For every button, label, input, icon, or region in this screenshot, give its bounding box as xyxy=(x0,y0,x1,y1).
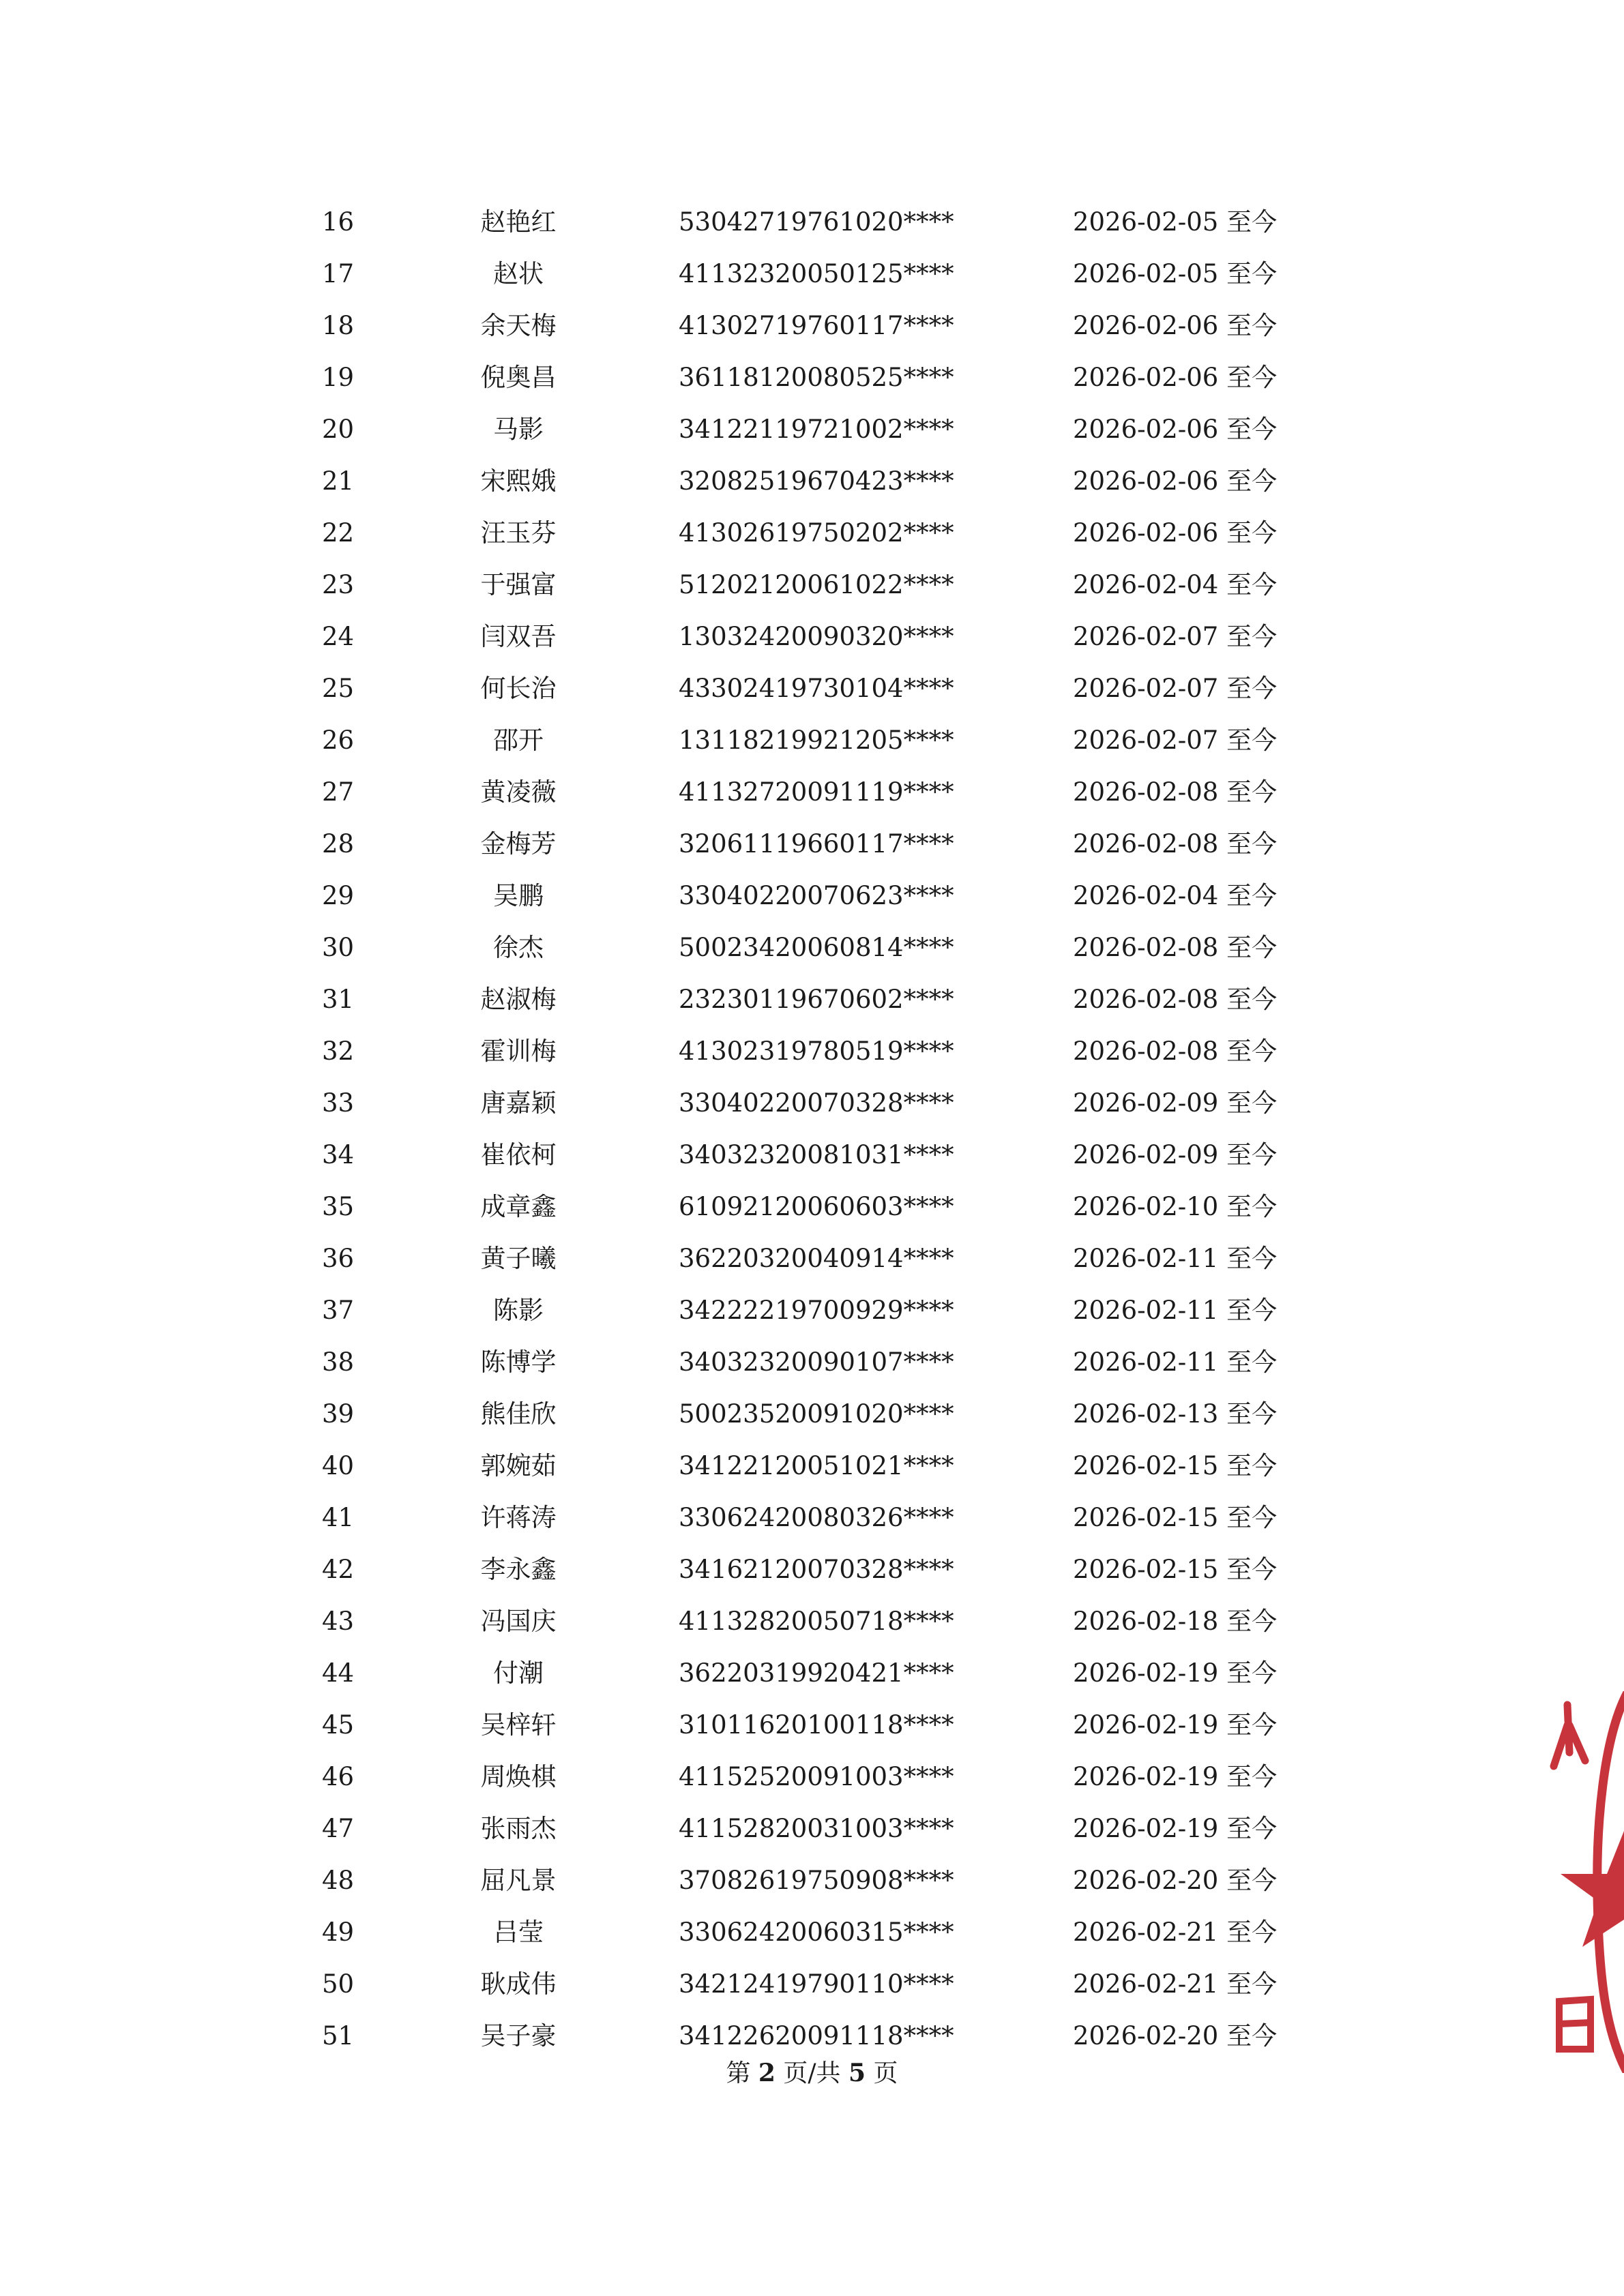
table-row xyxy=(0,1290,1624,1331)
table-row xyxy=(0,668,1624,709)
person-name: 汪玉芬 xyxy=(480,518,557,548)
table-row xyxy=(0,409,1624,450)
id-number: 51202120061022**** xyxy=(679,570,954,599)
row-number: 44 xyxy=(322,1658,355,1688)
table-row xyxy=(0,1549,1624,1590)
red-seal-stamp xyxy=(1547,1691,1624,2073)
id-number: 36220319920421**** xyxy=(679,1658,954,1688)
person-name: 崔依柯 xyxy=(480,1140,557,1169)
person-name: 吴鹏 xyxy=(493,881,544,910)
person-name: 霍训梅 xyxy=(480,1037,557,1066)
row-number: 46 xyxy=(322,1762,355,1791)
row-number: 31 xyxy=(322,985,355,1014)
id-number: 33062420060315**** xyxy=(679,1918,954,1947)
table-row xyxy=(0,979,1624,1020)
id-number: 31011620100118**** xyxy=(679,1710,954,1740)
row-number: 49 xyxy=(322,1918,355,1947)
table-row xyxy=(0,1757,1624,1798)
person-name: 郭婉茹 xyxy=(480,1451,557,1480)
id-number: 32082519670423**** xyxy=(679,466,954,496)
person-name: 张雨杰 xyxy=(480,1814,557,1843)
row-number: 22 xyxy=(322,518,355,548)
id-number: 41302619750202**** xyxy=(679,518,954,548)
id-number: 36220320040914**** xyxy=(679,1244,954,1273)
start-date: 2026-02-21 至今 xyxy=(1073,1918,1278,1947)
row-number: 36 xyxy=(322,1244,355,1273)
row-number: 45 xyxy=(322,1710,355,1740)
row-number: 19 xyxy=(322,363,355,392)
table-row xyxy=(0,565,1624,606)
table-row xyxy=(0,1083,1624,1124)
table-row xyxy=(0,1653,1624,1694)
start-date: 2026-02-06 至今 xyxy=(1073,518,1278,548)
table-row xyxy=(0,357,1624,398)
start-date: 2026-02-07 至今 xyxy=(1073,726,1278,755)
row-number: 37 xyxy=(322,1296,355,1325)
start-date: 2026-02-09 至今 xyxy=(1073,1088,1278,1118)
row-number: 28 xyxy=(322,829,355,859)
id-number: 34032320090107**** xyxy=(679,1347,954,1377)
person-name: 何长治 xyxy=(480,674,557,703)
id-number: 41132720091119**** xyxy=(679,777,954,807)
row-number: 35 xyxy=(322,1192,355,1221)
person-name: 陈博学 xyxy=(480,1347,557,1377)
start-date: 2026-02-18 至今 xyxy=(1073,1607,1278,1636)
person-name: 陈影 xyxy=(493,1296,544,1325)
id-number: 32061119660117**** xyxy=(679,829,954,859)
row-number: 38 xyxy=(322,1347,355,1377)
table-row xyxy=(0,1187,1624,1227)
person-name: 黄凌薇 xyxy=(480,777,557,807)
person-name: 耿成伟 xyxy=(480,1969,557,1999)
table-row xyxy=(0,1446,1624,1487)
person-name: 于强富 xyxy=(480,570,557,599)
start-date: 2026-02-15 至今 xyxy=(1073,1503,1278,1532)
row-number: 20 xyxy=(322,415,355,444)
start-date: 2026-02-06 至今 xyxy=(1073,363,1278,392)
row-number: 50 xyxy=(322,1969,355,1999)
id-number: 41152820031003**** xyxy=(679,1814,954,1843)
table-row xyxy=(0,2016,1624,2057)
start-date: 2026-02-08 至今 xyxy=(1073,985,1278,1014)
id-number: 53042719761020**** xyxy=(679,207,954,237)
start-date: 2026-02-15 至今 xyxy=(1073,1451,1278,1480)
row-number: 47 xyxy=(322,1814,355,1843)
row-number: 51 xyxy=(322,2021,355,2051)
table-row xyxy=(0,513,1624,554)
start-date: 2026-02-05 至今 xyxy=(1073,207,1278,237)
person-name: 熊佳欣 xyxy=(480,1399,557,1429)
start-date: 2026-02-11 至今 xyxy=(1073,1347,1278,1377)
row-number: 16 xyxy=(322,207,355,237)
person-name: 闫双吾 xyxy=(480,622,557,651)
person-name: 屈凡景 xyxy=(480,1866,557,1895)
id-number: 36118120080525**** xyxy=(679,363,954,392)
row-number: 23 xyxy=(322,570,355,599)
person-name: 付潮 xyxy=(493,1658,544,1688)
table-row xyxy=(0,772,1624,813)
row-number: 41 xyxy=(322,1503,355,1532)
person-name: 冯国庆 xyxy=(480,1607,557,1636)
table-row xyxy=(0,305,1624,346)
id-number: 13118219921205**** xyxy=(679,726,954,755)
row-number: 39 xyxy=(322,1399,355,1429)
start-date: 2026-02-05 至今 xyxy=(1073,259,1278,288)
id-number: 41302719760117**** xyxy=(679,311,954,340)
table-row xyxy=(0,1394,1624,1435)
id-number: 50023420060814**** xyxy=(679,933,954,962)
table-row xyxy=(0,461,1624,502)
table-row xyxy=(0,1964,1624,2005)
id-number: 34122120051021**** xyxy=(679,1451,954,1480)
row-number: 43 xyxy=(322,1607,355,1636)
row-number: 32 xyxy=(322,1037,355,1066)
id-number: 34122620091118**** xyxy=(679,2021,954,2051)
table-row xyxy=(0,1342,1624,1383)
footer-current-page: 2 xyxy=(758,2059,776,2087)
page-footer xyxy=(0,2053,1624,2094)
person-name: 唐嘉颖 xyxy=(480,1088,557,1118)
id-number: 41302319780519**** xyxy=(679,1037,954,1066)
start-date: 2026-02-04 至今 xyxy=(1073,881,1278,910)
start-date: 2026-02-08 至今 xyxy=(1073,777,1278,807)
start-date: 2026-02-19 至今 xyxy=(1073,1762,1278,1791)
start-date: 2026-02-06 至今 xyxy=(1073,415,1278,444)
row-number: 26 xyxy=(322,726,355,755)
row-number: 25 xyxy=(322,674,355,703)
start-date: 2026-02-20 至今 xyxy=(1073,2021,1278,2051)
start-date: 2026-02-20 至今 xyxy=(1073,1866,1278,1895)
row-number: 48 xyxy=(322,1866,355,1895)
start-date: 2026-02-04 至今 xyxy=(1073,570,1278,599)
start-date: 2026-02-19 至今 xyxy=(1073,1814,1278,1843)
start-date: 2026-02-13 至今 xyxy=(1073,1399,1278,1429)
person-name: 吴子豪 xyxy=(480,2021,557,2051)
start-date: 2026-02-08 至今 xyxy=(1073,1037,1278,1066)
seal-star xyxy=(1561,1831,1624,1947)
seal-glyph-bottom xyxy=(1559,1999,1591,2049)
start-date: 2026-02-19 至今 xyxy=(1073,1658,1278,1688)
row-number: 18 xyxy=(322,311,355,340)
table-row xyxy=(0,1031,1624,1072)
start-date: 2026-02-10 至今 xyxy=(1073,1192,1278,1221)
row-number: 21 xyxy=(322,466,355,496)
footer-suffix: 页 xyxy=(873,2059,898,2087)
start-date: 2026-02-07 至今 xyxy=(1073,674,1278,703)
id-number: 37082619750908**** xyxy=(679,1866,954,1895)
table-row xyxy=(0,1601,1624,1642)
table-row xyxy=(0,1497,1624,1538)
person-name: 徐杰 xyxy=(493,933,544,962)
id-number: 34222219700929**** xyxy=(679,1296,954,1325)
id-number: 50023520091020**** xyxy=(679,1399,954,1429)
person-name: 宋熙娥 xyxy=(480,466,557,496)
id-number: 33040220070623**** xyxy=(679,881,954,910)
person-name: 赵淑梅 xyxy=(480,985,557,1014)
person-name: 金梅芳 xyxy=(480,829,557,859)
start-date: 2026-02-08 至今 xyxy=(1073,933,1278,962)
person-name: 吕莹 xyxy=(493,1918,544,1947)
table-row xyxy=(0,1808,1624,1849)
row-number: 29 xyxy=(322,881,355,910)
table-row xyxy=(0,1860,1624,1901)
person-name: 赵艳红 xyxy=(480,207,557,237)
person-name: 邵开 xyxy=(493,726,544,755)
start-date: 2026-02-15 至今 xyxy=(1073,1555,1278,1584)
start-date: 2026-02-06 至今 xyxy=(1073,466,1278,496)
person-name: 成章鑫 xyxy=(480,1192,557,1221)
row-number: 27 xyxy=(322,777,355,807)
id-number: 23230119670602**** xyxy=(679,985,954,1014)
person-name: 余天梅 xyxy=(480,311,557,340)
table-row xyxy=(0,720,1624,761)
start-date: 2026-02-06 至今 xyxy=(1073,311,1278,340)
table-row xyxy=(0,254,1624,295)
person-name: 周焕棋 xyxy=(480,1762,557,1791)
person-name: 吴梓轩 xyxy=(480,1710,557,1740)
row-number: 40 xyxy=(322,1451,355,1480)
start-date: 2026-02-11 至今 xyxy=(1073,1244,1278,1273)
id-number: 34122119721002**** xyxy=(679,415,954,444)
row-number: 24 xyxy=(322,622,355,651)
person-name: 许蒋涛 xyxy=(480,1503,557,1532)
id-number: 41132320050125**** xyxy=(679,259,954,288)
person-name: 马影 xyxy=(493,415,544,444)
person-name: 倪奥昌 xyxy=(480,363,557,392)
footer-prefix: 第 xyxy=(726,2059,751,2087)
id-number: 61092120060603**** xyxy=(679,1192,954,1221)
table-row xyxy=(0,1135,1624,1176)
table-row xyxy=(0,927,1624,968)
table-row xyxy=(0,202,1624,243)
id-number: 33040220070328**** xyxy=(679,1088,954,1118)
start-date: 2026-02-08 至今 xyxy=(1073,829,1278,859)
table-row xyxy=(0,824,1624,865)
table-row xyxy=(0,1912,1624,1953)
person-name: 黄子曦 xyxy=(480,1244,557,1273)
footer-total-pages: 5 xyxy=(848,2059,866,2087)
row-number: 17 xyxy=(322,259,355,288)
id-number: 34032320081031**** xyxy=(679,1140,954,1169)
id-number: 13032420090320**** xyxy=(679,622,954,651)
id-number: 34162120070328**** xyxy=(679,1555,954,1584)
start-date: 2026-02-21 至今 xyxy=(1073,1969,1278,1999)
start-date: 2026-02-19 至今 xyxy=(1073,1710,1278,1740)
row-number: 34 xyxy=(322,1140,355,1169)
table-row xyxy=(0,1705,1624,1746)
footer-middle: 页/共 xyxy=(783,2059,841,2087)
person-name: 赵状 xyxy=(493,259,544,288)
table-row xyxy=(0,616,1624,657)
table-row xyxy=(0,1238,1624,1279)
id-number: 43302419730104**** xyxy=(679,674,954,703)
start-date: 2026-02-07 至今 xyxy=(1073,622,1278,651)
id-number: 33062420080326**** xyxy=(679,1503,954,1532)
row-number: 30 xyxy=(322,933,355,962)
seal-glyph-top xyxy=(1554,1705,1585,1766)
person-name: 李永鑫 xyxy=(480,1555,557,1584)
start-date: 2026-02-11 至今 xyxy=(1073,1296,1278,1325)
id-number: 34212419790110**** xyxy=(679,1969,954,1999)
row-number: 33 xyxy=(322,1088,355,1118)
start-date: 2026-02-09 至今 xyxy=(1073,1140,1278,1169)
id-number: 41152520091003**** xyxy=(679,1762,954,1791)
row-number: 42 xyxy=(322,1555,355,1584)
id-number: 41132820050718**** xyxy=(679,1607,954,1636)
table-row xyxy=(0,876,1624,916)
